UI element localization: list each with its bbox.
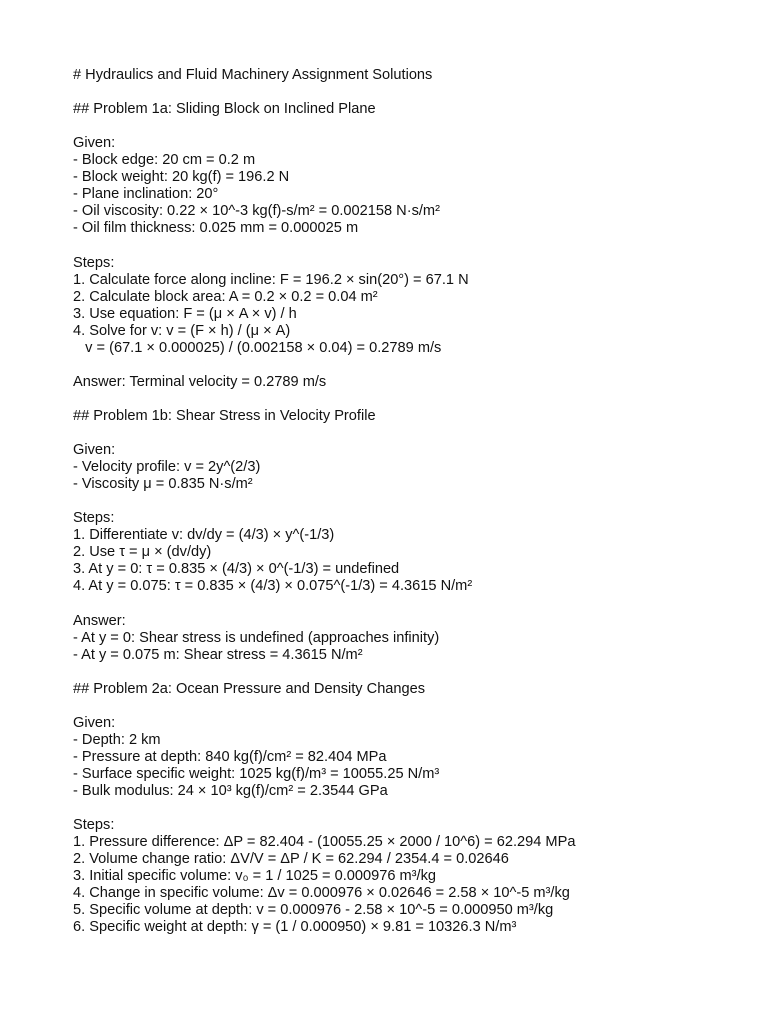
blank-line [73,664,753,681]
list-item: - Depth: 2 km [73,731,161,748]
step-item: 3. Use equation: F = (μ × A × v) / h [73,305,297,322]
blank-line [73,800,753,817]
step-item: 2. Volume change ratio: ΔV/V = ΔP / K = 62.294 / 2354.4 = 0.02646 [73,851,509,868]
given-label: Given: [73,714,116,731]
answer-line: Answer: Terminal velocity = 0.2789 m/s [73,373,327,390]
blank-line [73,391,753,408]
section-heading: ## Problem 1b: Shear Stress in Velocity Profile [73,407,376,424]
steps-label: Steps: [73,817,115,834]
step-item: 1. Calculate force along incline: F = 196.2 × sin(20°) = 67.1 N [73,271,469,288]
blank-line [73,237,753,254]
step-item: 3. At y = 0: τ = 0.835 × (4/3) × 0^(-1/3) = undefined [73,561,400,578]
list-item: - Oil film thickness: 0.025 mm = 0.000025 m [73,220,359,237]
step-item: 1. Differentiate v: dv/dy = (4/3) × y^(-1/3) [73,527,335,544]
blank-line [73,118,753,135]
list-item: - Velocity profile: v = 2y^(2/3) [73,459,261,476]
blank-line [73,84,753,101]
step-item: 2. Calculate block area: A = 0.2 × 0.2 = 0.04 m² [73,288,378,305]
list-item: - Pressure at depth: 840 kg(f)/cm² = 82.404 MPa [73,748,387,765]
list-item: - Plane inclination: 20° [73,186,219,203]
step-item: v = (67.1 × 0.000025) / (0.002158 × 0.04) = 0.2789 m/s [73,339,442,356]
blank-line [73,357,753,374]
list-item: - Block weight: 20 kg(f) = 196.2 N [73,169,290,186]
step-item: 5. Specific volume at depth: v = 0.000976 - 2.58 × 10^-5 = 0.000950 m³/kg [73,902,554,919]
section-heading: ## Problem 2a: Ocean Pressure and Density Changes [73,680,426,697]
list-item: - Surface specific weight: 1025 kg(f)/m³ = 10055.25 N/m³ [73,765,440,782]
section-heading: ## Problem 1a: Sliding Block on Inclined Plane [73,101,376,118]
given-label: Given: [73,135,116,152]
list-item: - Viscosity μ = 0.835 N·s/m² [73,476,253,493]
steps-label: Steps: [73,254,115,271]
step-item: 1. Pressure difference: ΔP = 82.404 - (10055.25 × 2000 / 10^6) = 62.294 MPa [73,834,576,851]
step-item: 3. Initial specific volume: v₀ = 1 / 1025 = 0.000976 m³/kg [73,868,436,885]
step-item: 4. Change in specific volume: Δv = 0.000976 × 0.02646 = 2.58 × 10^-5 m³/kg [73,885,570,902]
blank-line [73,698,753,715]
blank-line [73,493,753,510]
blank-line [73,425,753,442]
blank-line [73,595,753,612]
step-item: 6. Specific weight at depth: γ = (1 / 0.000950) × 9.81 = 10326.3 N/m³ [73,919,517,936]
list-item: - At y = 0.075 m: Shear stress = 4.3615 N/m² [73,646,363,663]
document-title: # Hydraulics and Fluid Machinery Assignment Solutions [73,67,433,83]
answer-label: Answer: [73,612,126,629]
step-item: 2. Use τ = μ × (dv/dy) [73,544,212,561]
list-item: - At y = 0: Shear stress is undefined (approaches infinity) [73,629,440,646]
list-item: - Block edge: 20 cm = 0.2 m [73,152,256,169]
document-body [73,67,753,936]
list-item: - Oil viscosity: 0.22 × 10^-3 kg(f)-s/m² = 0.002158 N·s/m² [73,203,440,220]
list-item: - Bulk modulus: 24 × 10³ kg(f)/cm² = 2.3544 GPa [73,782,388,799]
step-item: 4. Solve for v: v = (F × h) / (μ × A) [73,322,291,339]
steps-label: Steps: [73,510,115,527]
step-item: 4. At y = 0.075: τ = 0.835 × (4/3) × 0.075^(-1/3) = 4.3615 N/m² [73,578,473,595]
given-label: Given: [73,442,116,459]
